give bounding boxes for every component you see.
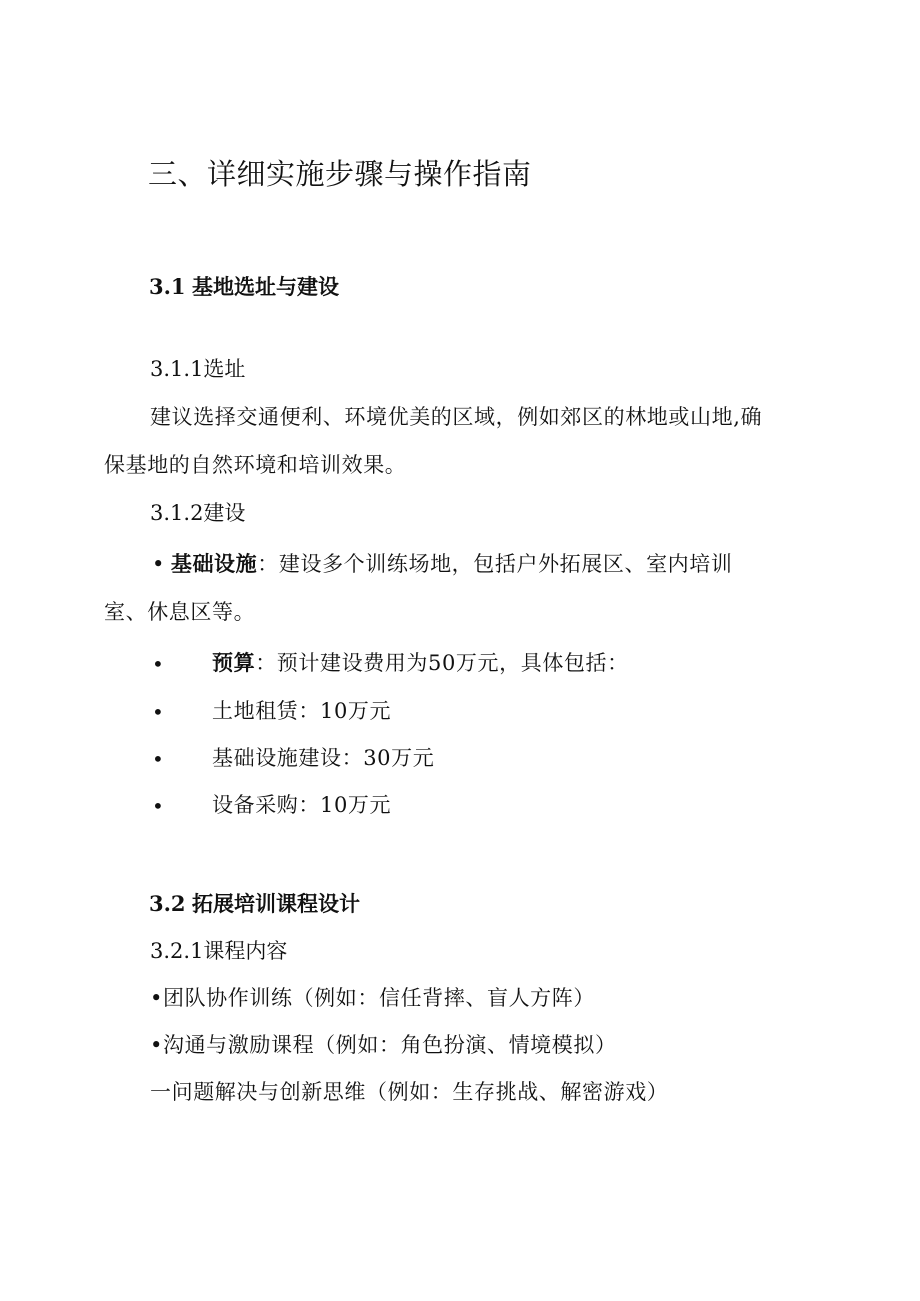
budget-text: ：预计建设费用为50万元，具体包括：	[255, 651, 629, 675]
heading-3-2-title: 拓展培训课程设计	[192, 892, 360, 916]
bullet-dot: •	[152, 794, 164, 818]
paragraph-3-1-1-line1: 建议选择交通便利、环境优美的区域，例如郊区的林地或山地,确	[150, 405, 763, 429]
heading-3-2	[149, 893, 360, 915]
heading-3-1-2: 3.1.2建设	[150, 501, 246, 525]
bullet-dot: •	[152, 552, 165, 576]
heading-3-1-number: 3.1	[149, 274, 186, 299]
heading-3-1	[149, 276, 339, 298]
budget-line	[212, 653, 629, 674]
infrastructure-label: 基础设施	[170, 552, 258, 576]
infrastructure-text-line1: ：建设多个训练场地，包括户外拓展区、室内培训	[257, 552, 733, 576]
course-item: •沟通与激励课程（例如：角色扮演、情境模拟）	[150, 1033, 617, 1057]
course-item: •团队协作训练（例如：信任背摔、盲人方阵）	[150, 986, 595, 1010]
budget-item-infrastructure: 基础设施建设：30万元	[212, 746, 435, 770]
heading-3-1-title: 基地选址与建设	[192, 275, 339, 299]
bullet-dot: •	[152, 652, 164, 676]
paragraph-3-1-1-line2: 保基地的自然环境和培训效果。	[104, 453, 407, 477]
bullet-infrastructure	[152, 554, 732, 575]
bullet-dot: •	[152, 747, 164, 771]
course-item: 一问题解决与创新思维（例如：生存挑战、解密游戏）	[150, 1080, 669, 1104]
heading-3-2-1: 3.2.1课程内容	[150, 939, 288, 963]
budget-label: 预算	[212, 651, 256, 675]
heading-3-2-number: 3.2	[149, 891, 186, 916]
bullet-dot: •	[152, 700, 164, 724]
infrastructure-text-line2: 室、休息区等。	[104, 600, 256, 624]
budget-item-equipment: 设备采购：10万元	[212, 793, 392, 817]
heading-3-1-1: 3.1.1选址	[150, 357, 246, 381]
section-title: 三、详细实施步骤与操作指南	[148, 157, 532, 191]
budget-item-land-lease: 土地租赁：10万元	[212, 699, 392, 723]
